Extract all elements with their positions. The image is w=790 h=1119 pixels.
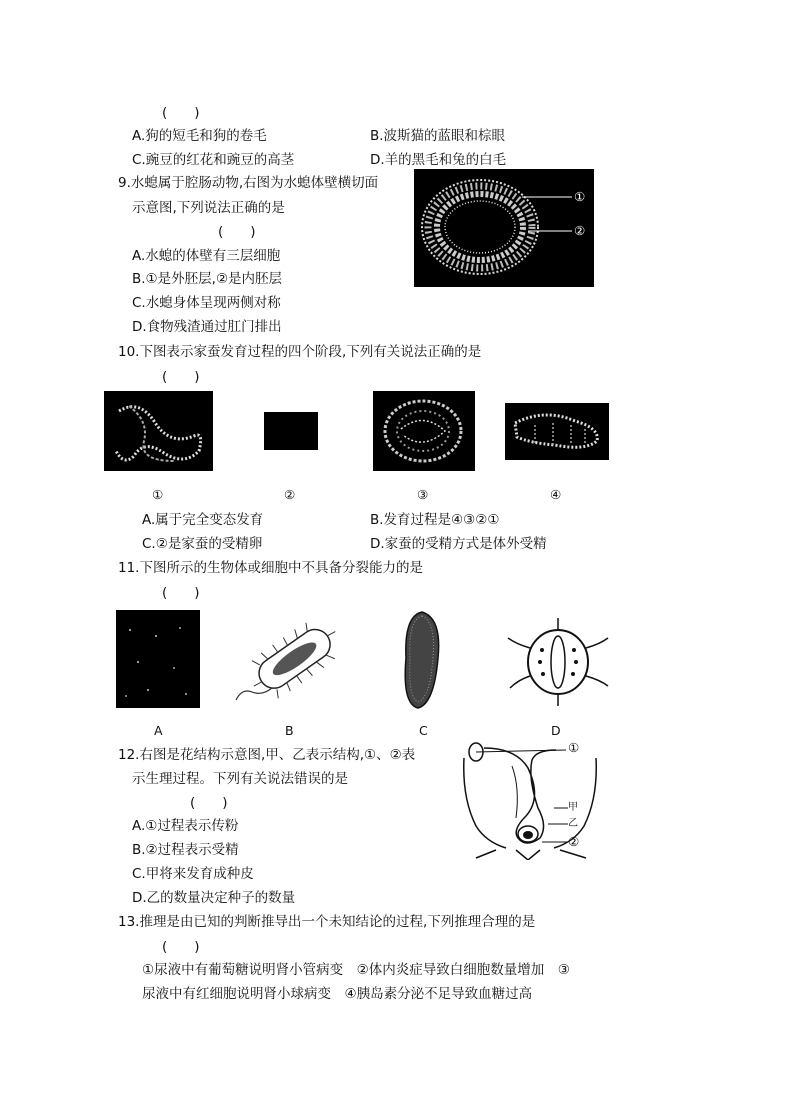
q8-option-a: A.狗的短毛和狗的卷毛 — [132, 128, 267, 144]
figure-d-guard-cells — [504, 614, 612, 708]
q13-stem: 13.推理是由已知的判断推导出一个未知结论的过程,下列推理合理的是 — [118, 914, 536, 930]
dots-illustration — [116, 610, 200, 708]
bacterium-illustration — [232, 610, 348, 710]
q9-answer-bracket: ( ) — [218, 224, 256, 240]
paramecium-illustration — [398, 608, 446, 712]
q10-option-d: D.家蚕的受精方式是体外受精 — [370, 536, 547, 552]
hydra-ring-illustration — [414, 169, 594, 287]
hydra-label-2: ② — [574, 223, 586, 238]
q12-option-b: B.②过程表示受精 — [132, 842, 239, 858]
silkworm-stage-4-pupa — [505, 403, 609, 460]
q12-answer-bracket: ( ) — [190, 795, 228, 811]
flower-label-yi: 乙 — [568, 818, 578, 829]
q9-option-d: D.食物残渣通过肛门排出 — [132, 319, 282, 335]
q9-option-a: A.水螅的体壁有三层细胞 — [132, 248, 281, 264]
figure-c-paramecium — [398, 608, 446, 712]
hydra-body-wall-figure — [414, 169, 594, 287]
q10-caption-4: ④ — [550, 487, 562, 502]
silkworm-stage-2-egg — [264, 412, 318, 450]
q11-answer-bracket: ( ) — [162, 585, 200, 601]
flower-label-jia: 甲 — [568, 802, 578, 813]
hydra-label-1: ① — [574, 189, 586, 204]
q11-stem: 11.下图所示的生物体或细胞中不具备分裂能力的是 — [118, 560, 423, 576]
q10-caption-3: ③ — [417, 487, 429, 502]
q10-stem: 10.下图表示家蚕发育过程的四个阶段,下列有关说法正确的是 — [118, 344, 482, 360]
cocoon-illustration — [373, 391, 475, 471]
q11-caption-c: C — [419, 723, 428, 738]
figure-a-dark-field — [116, 610, 200, 708]
q9-option-b: B.①是外胚层,②是内胚层 — [132, 271, 283, 287]
q10-caption-2: ② — [284, 487, 296, 502]
q11-caption-b: B — [285, 723, 294, 738]
q13-answer-bracket: ( ) — [162, 939, 200, 955]
q11-caption-d: D — [551, 723, 561, 738]
q12-option-d: D.乙的数量决定种子的数量 — [132, 890, 296, 906]
q10-option-c: C.②是家蚕的受精卵 — [142, 536, 263, 552]
q10-answer-bracket: ( ) — [162, 369, 200, 385]
q8-option-c: C.豌豆的红花和豌豆的高茎 — [132, 152, 295, 168]
q8-answer-bracket: ( ) — [162, 105, 200, 121]
q12-option-a: A.①过程表示传粉 — [132, 818, 239, 834]
flower-structure-figure — [456, 738, 616, 860]
q12-stem-line1: 12.右图是花结构示意图,甲、乙表示结构,①、②表 — [118, 747, 416, 763]
q9-stem-line2: 示意图,下列说法正确的是 — [132, 200, 285, 216]
silkworm-stage-1-larva — [104, 391, 213, 471]
q13-statements-line2: 尿液中有红细胞说明肾小球病变 ④胰岛素分泌不足导致血糖过高 — [142, 986, 533, 1002]
q8-option-b: B.波斯猫的蓝眼和棕眼 — [370, 128, 506, 144]
larva-illustration — [104, 391, 213, 471]
flower-label-1: ① — [568, 740, 580, 755]
q10-option-b: B.发育过程是④③②① — [370, 512, 500, 528]
q9-option-c: C.水螅身体呈现两侧对称 — [132, 295, 281, 311]
silkworm-stage-3-cocoon — [373, 391, 475, 471]
q12-stem-line2: 示生理过程。下列有关说法错误的是 — [132, 771, 348, 787]
q13-statements-line1: ①尿液中有葡萄糖说明肾小管病变 ②体内炎症导致白细胞数量增加 ③ — [142, 962, 570, 978]
q11-caption-a: A — [154, 723, 163, 738]
flower-pistil-illustration — [456, 738, 616, 860]
figure-b-bacterium — [232, 610, 348, 710]
q10-option-a: A.属于完全变态发育 — [142, 512, 264, 528]
q12-option-c: C.甲将来发育成种皮 — [132, 866, 254, 882]
pupa-illustration — [505, 403, 609, 460]
q10-caption-1: ① — [152, 487, 164, 502]
q9-stem-line1: 9.水螅属于腔肠动物,右图为水螅体壁横切面 — [118, 175, 379, 191]
q8-option-d: D.羊的黑毛和兔的白毛 — [370, 152, 507, 168]
flower-label-2: ② — [568, 834, 580, 849]
guard-cells-illustration — [504, 614, 612, 708]
